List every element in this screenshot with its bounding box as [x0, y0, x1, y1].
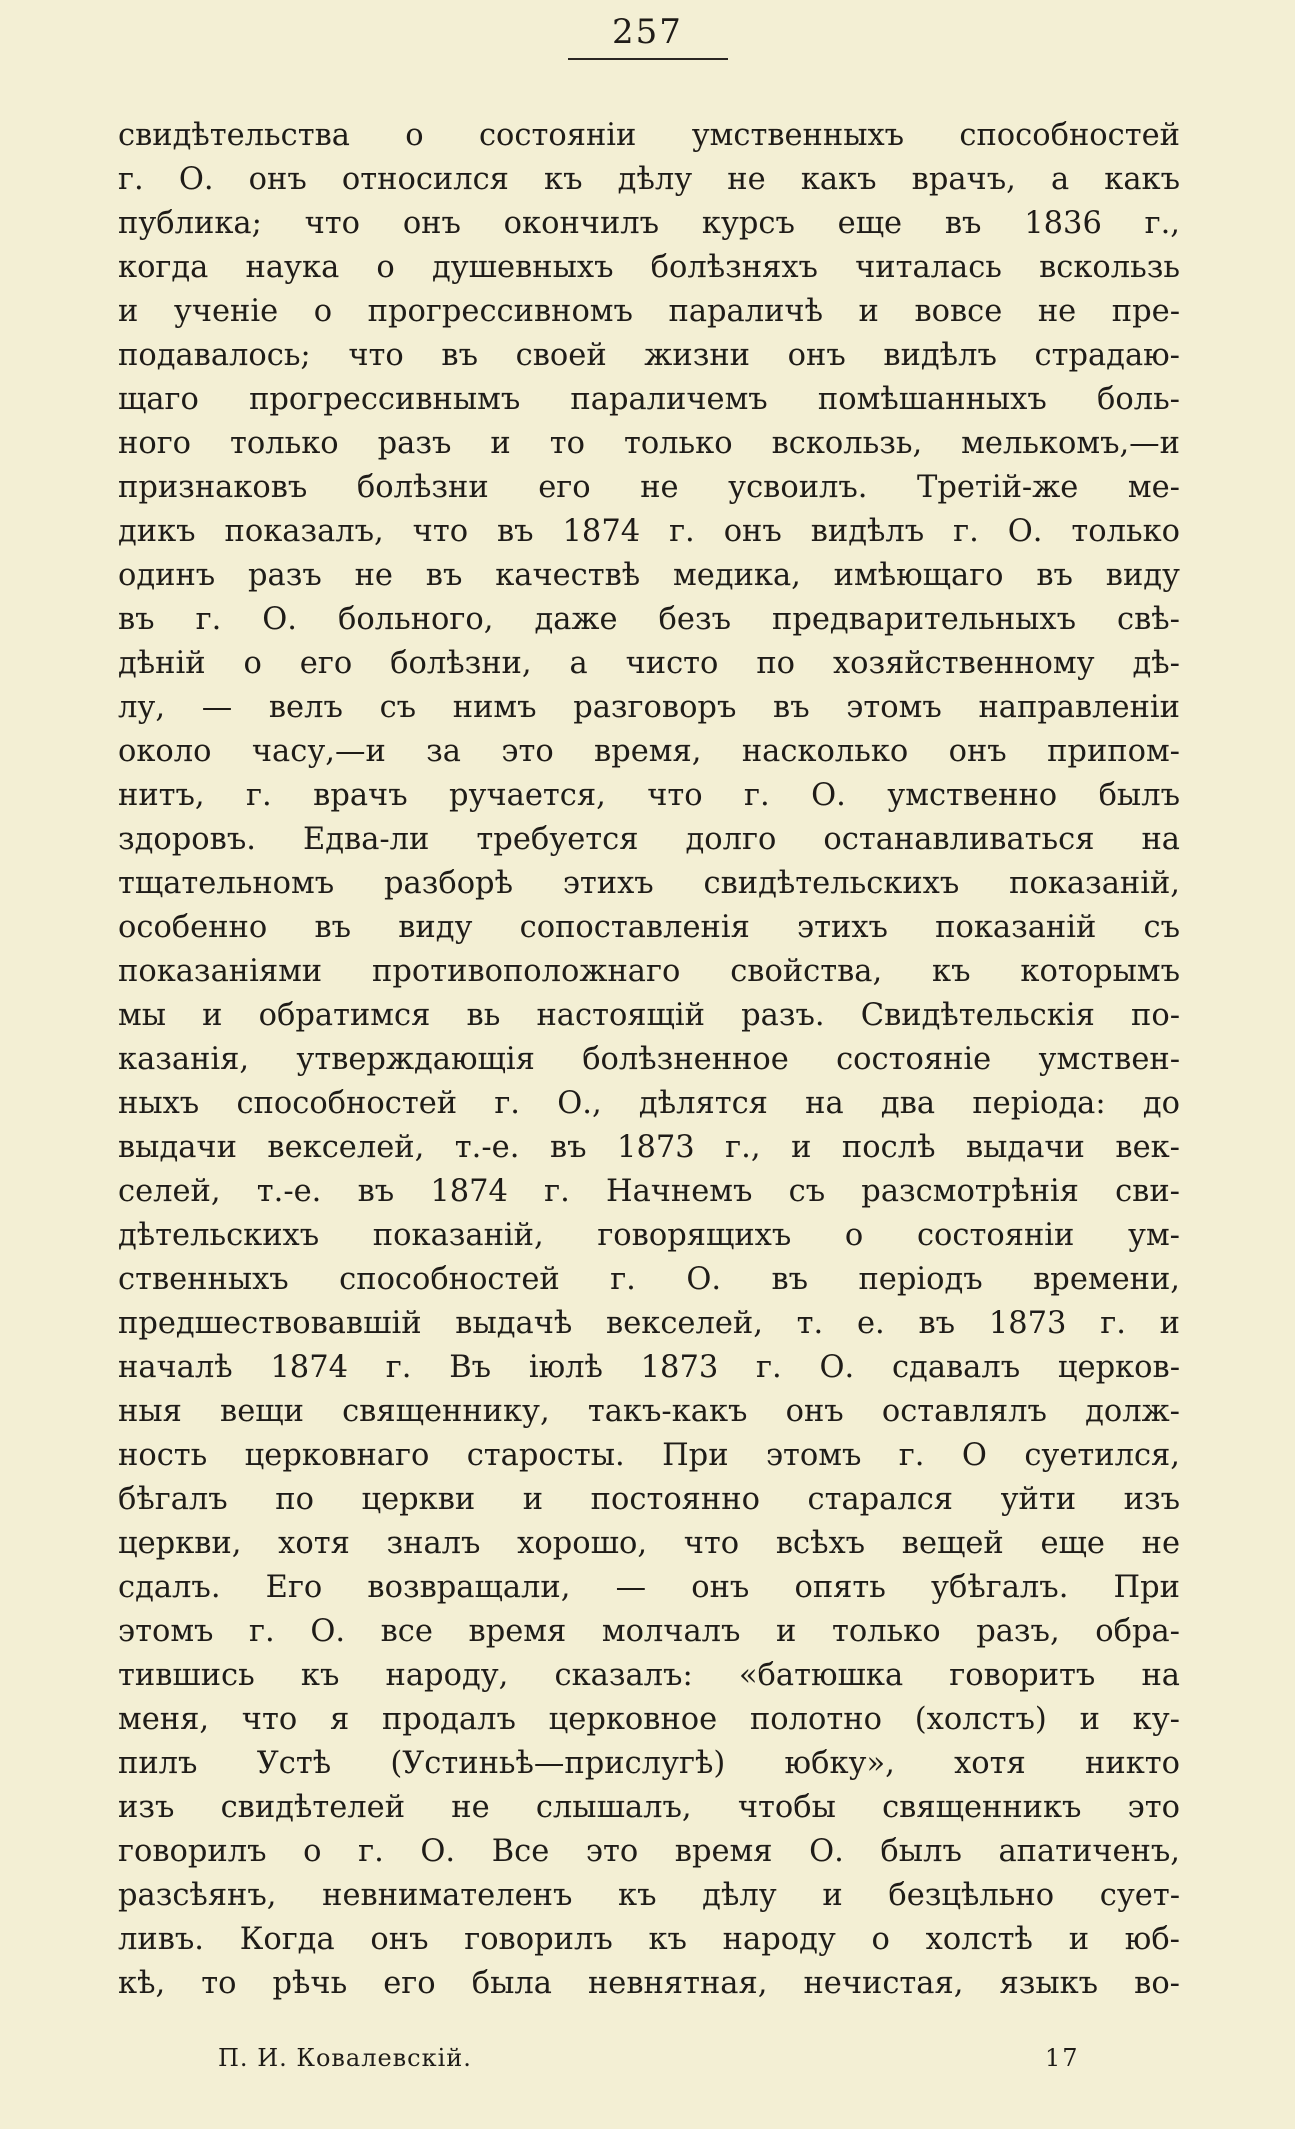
text-line: около часу,—и за это время, насколько онъ припом- — [118, 734, 1180, 769]
text-line: свидѣтельства о состояніи умственныхъ способностей — [118, 118, 1180, 153]
text-line: лу, — велъ съ нимъ разговоръ въ этомъ направленіи — [118, 690, 1180, 725]
text-line: дѣтельскихъ показаній, говорящихъ о состояніи ум- — [118, 1218, 1180, 1253]
text-line: г. О. онъ относился къ дѣлу не какъ врачъ, а какъ — [118, 162, 1180, 197]
text-line: ныхъ способностей г. О., дѣлятся на два періода: до — [118, 1086, 1180, 1121]
text-line: здоровъ. Едва-ли требуется долго останавливаться на — [118, 822, 1180, 857]
printer-signature-mark: П. И. Ковалевскій. — [218, 2044, 472, 2072]
text-line: нитъ, г. врачъ ручается, что г. О. умственно былъ — [118, 778, 1180, 813]
text-line: предшествовавшій выдачѣ векселей, т. е. въ 1873 г. и — [118, 1306, 1180, 1341]
text-line: ного только разъ и то только вскользь, мелькомъ,—и — [118, 426, 1180, 461]
text-line: показаніями противоположнаго свойства, къ которымъ — [118, 954, 1180, 989]
sheet-number: 17 — [1045, 2044, 1080, 2072]
text-line: этомъ г. О. все время молчалъ и только разъ, обра- — [118, 1614, 1180, 1649]
text-line: ность церковнаго старосты. При этомъ г. О суетился, — [118, 1438, 1180, 1473]
text-line: казанія, утверждающія болѣзненное состояніе умствен- — [118, 1042, 1180, 1077]
text-line: ныя вещи священнику, такъ-какъ онъ оставлялъ долж- — [118, 1394, 1180, 1429]
text-line: меня, что я продалъ церковное полотно (холстъ) и ку- — [118, 1702, 1180, 1737]
text-line: тившись къ народу, сказалъ: «батюшка говоритъ на — [118, 1658, 1180, 1693]
text-line: признаковъ болѣзни его не усвоилъ. Третій-же ме- — [118, 470, 1180, 505]
text-body — [118, 114, 1180, 2006]
text-line: публика; что онъ окончилъ курсъ еще въ 1836 г., — [118, 206, 1180, 241]
text-line: подавалось; что въ своей жизни онъ видѣлъ страдаю- — [118, 338, 1180, 373]
page-footer — [0, 2044, 1295, 2084]
text-line: въ г. О. больного, даже безъ предварительныхъ свѣ- — [118, 602, 1180, 637]
text-line: выдачи векселей, т.-е. въ 1873 г., и послѣ выдачи век- — [118, 1130, 1180, 1165]
text-line: щаго прогрессивнымъ параличемъ помѣшанныхъ боль- — [118, 382, 1180, 417]
text-line: ливъ. Когда онъ говорилъ къ народу о холстѣ и юб- — [118, 1922, 1180, 1957]
text-line: разсѣянъ, невнимателенъ къ дѣлу и безцѣльно сует- — [118, 1878, 1180, 1913]
text-line: и ученіе о прогрессивномъ параличѣ и вовсе не пре- — [118, 294, 1180, 329]
text-line: особенно въ виду сопоставленія этихъ показаній съ — [118, 910, 1180, 945]
text-line: одинъ разъ не въ качествѣ медика, имѣющаго въ виду — [118, 558, 1180, 593]
text-line: тщательномъ разборѣ этихъ свидѣтельскихъ показаній, — [118, 866, 1180, 901]
text-line: селей, т.-е. въ 1874 г. Начнемъ съ разсмотрѣнія сви- — [118, 1174, 1180, 1209]
text-line: изъ свидѣтелей не слышалъ, чтобы священникъ это — [118, 1790, 1180, 1825]
text-line: дѣній о его болѣзни, а чисто по хозяйственному дѣ- — [118, 646, 1180, 681]
text-line: началѣ 1874 г. Въ іюлѣ 1873 г. О. сдавалъ церков- — [118, 1350, 1180, 1385]
text-line: говорилъ о г. О. Все это время О. былъ апатиченъ, — [118, 1834, 1180, 1869]
text-line: кѣ, то рѣчь его была невнятная, нечистая, языкъ во- — [118, 1966, 1180, 2001]
text-line: мы и обратимся вь настоящій разъ. Свидѣтельскія по- — [118, 998, 1180, 1033]
text-line: бѣгалъ по церкви и постоянно старался уйти изъ — [118, 1482, 1180, 1517]
text-line: дикъ показалъ, что въ 1874 г. онъ видѣлъ г. О. только — [118, 514, 1180, 549]
text-line: когда наука о душевныхъ болѣзняхъ читалась вскользь — [118, 250, 1180, 285]
page-number-rule — [568, 58, 728, 60]
page-number: 257 — [612, 12, 683, 52]
text-line: ственныхъ способностей г. О. въ періодъ времени, — [118, 1262, 1180, 1297]
text-line: пилъ Устѣ (Устиньѣ—прислугѣ) юбку», хотя никто — [118, 1746, 1180, 1781]
text-line: церкви, хотя зналъ хорошо, что всѣхъ вещей еще не — [118, 1526, 1180, 1561]
text-line: сдалъ. Его возвращали, — онъ опять убѣгалъ. При — [118, 1570, 1180, 1605]
